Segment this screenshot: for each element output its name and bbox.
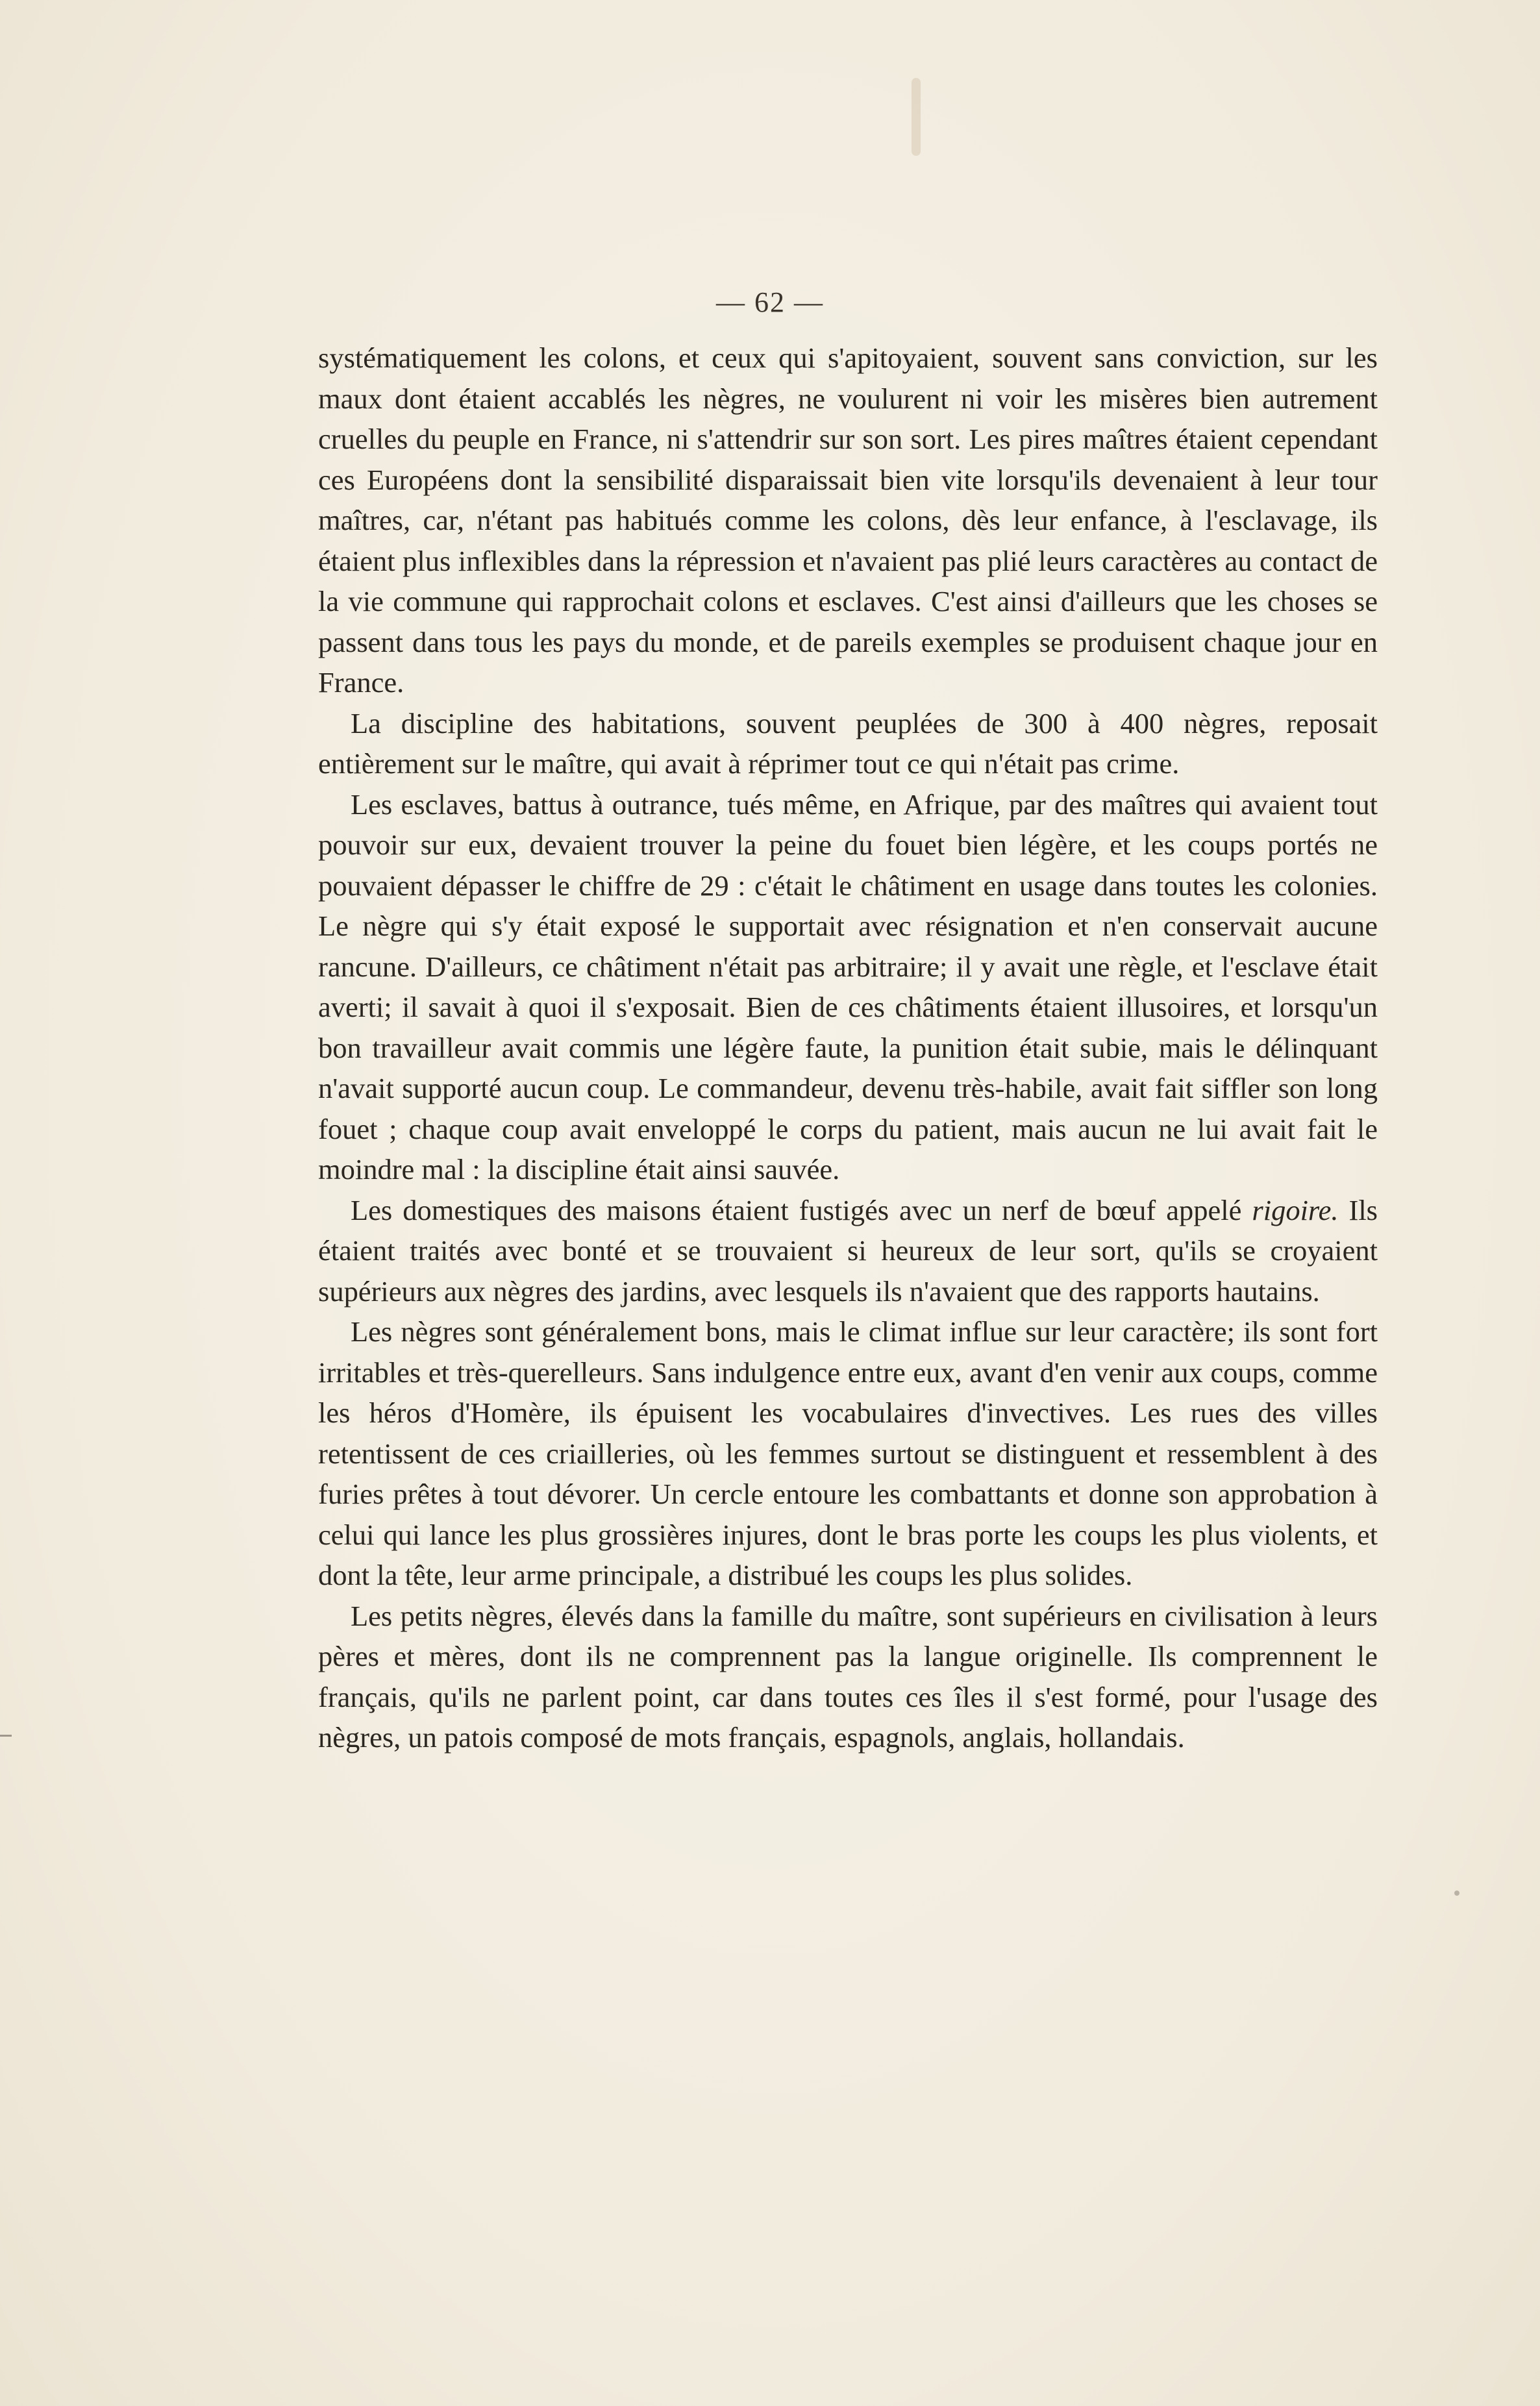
paragraph-4-emphasis: rigoire. (1252, 1193, 1339, 1226)
ink-speck (1454, 1891, 1459, 1896)
paragraph-4 (318, 1190, 1378, 1312)
paragraph-3: Les esclaves, battus à outrance, tués même, en Afrique, par des maîtres qui avaient tout pouvoir sur eux, devaient trouver la peine du fouet bien légère, et les coups portés ne pouvaient dépasser le chiffre de 29 : c'était le châtiment en usage dans toutes les colonies. Le nègre qui s'y était exposé le supportait avec résignation et n'en conservait aucune rancune. D'ailleurs, ce châtiment n'était pas arbitraire; il y avait une règle, et l'esclave était averti; il savait à quoi il s'exposait. Bien de ces châtiments étaient illusoires, et lorsqu'un bon travailleur avait commis une légère faute, la punition était subie, mais le délinquant n'avait supporté aucun coup. Le commandeur, devenu très-habile, avait fait siffler son long fouet ; chaque coup avait enveloppé le corps du patient, mais aucun ne lui avait fait le moindre mal : la discipline était ainsi sauvée. (318, 788, 1378, 1185)
paragraph-4-text-before: Les domestiques des maisons étaient fustigés avec un nerf de bœuf appelé (351, 1193, 1252, 1226)
paragraph-2: La discipline des habitations, souvent peuplées de 300 à 400 nègres, reposait entièrement sur le maître, qui avait à réprimer tout ce qui n'était pas crime. (318, 706, 1378, 780)
margin-mark (0, 1735, 12, 1737)
paragraph-5: Les nègres sont généralement bons, mais le climat influe sur leur caractère; ils sont fort irritables et très-querelleurs. Sans indulgence entre eux, avant d'en venir aux coups, comme les héros d'Homère, ils épuisent les vocabulaires d'invectives. Les rues des villes retentissent de ces criailleries, où les femmes surtout se distinguent et ressemblent à des furies prêtes à tout dévorer. Un cercle entoure les combattants et donne son approbation à celui qui lance les plus grossières injures, dont le bras porte les coups les plus violents, et dont la tête, leur arme principale, a distribué les coups les plus solides. (318, 1315, 1378, 1591)
paragraph-4-text-after: Ils étaient traités avec bonté et se trouvaient si heureux de leur sort, qu'ils se croyaient supérieurs aux nègres des jardins, avec lesquels ils n'avaient que des rapports hautains. (318, 1193, 1378, 1308)
body-text (318, 338, 1378, 1758)
paragraph-6: Les petits nègres, élevés dans la famille du maître, sont supérieurs en civilisation à leurs pères et mères, dont ils ne comprennent pas la langue originelle. Ils comprennent le français, qu'ils ne parlent point, car dans toutes ces îles il s'est formé, pour l'usage des nègres, un patois composé de mots français, espagnols, anglais, hollandais. (318, 1599, 1378, 1754)
paper-stain (912, 78, 921, 156)
paragraph-1: systématiquement les colons, et ceux qui s'apitoyaient, souvent sans conviction, sur les maux dont étaient accablés les nègres, ne voulurent ni voir les misères bien autrement cruelles du peuple en France, ni s'attendrir sur son sort. Les pires maîtres étaient cependant ces Européens dont la sensibilité disparaissait bien vite lorsqu'ils devenaient à leur tour maîtres, car, n'étant pas habitués comme les colons, dès leur enfance, à l'esclavage, ils étaient plus inflexibles dans la répression et n'avaient pas plié leurs caractères au contact de la vie commune qui rapprochait colons et esclaves. C'est ainsi d'ailleurs que les choses se passent dans tous les pays du monde, et de pareils exemples se produisent chaque jour en France. (318, 341, 1378, 699)
page-number: — 62 — (716, 286, 824, 318)
